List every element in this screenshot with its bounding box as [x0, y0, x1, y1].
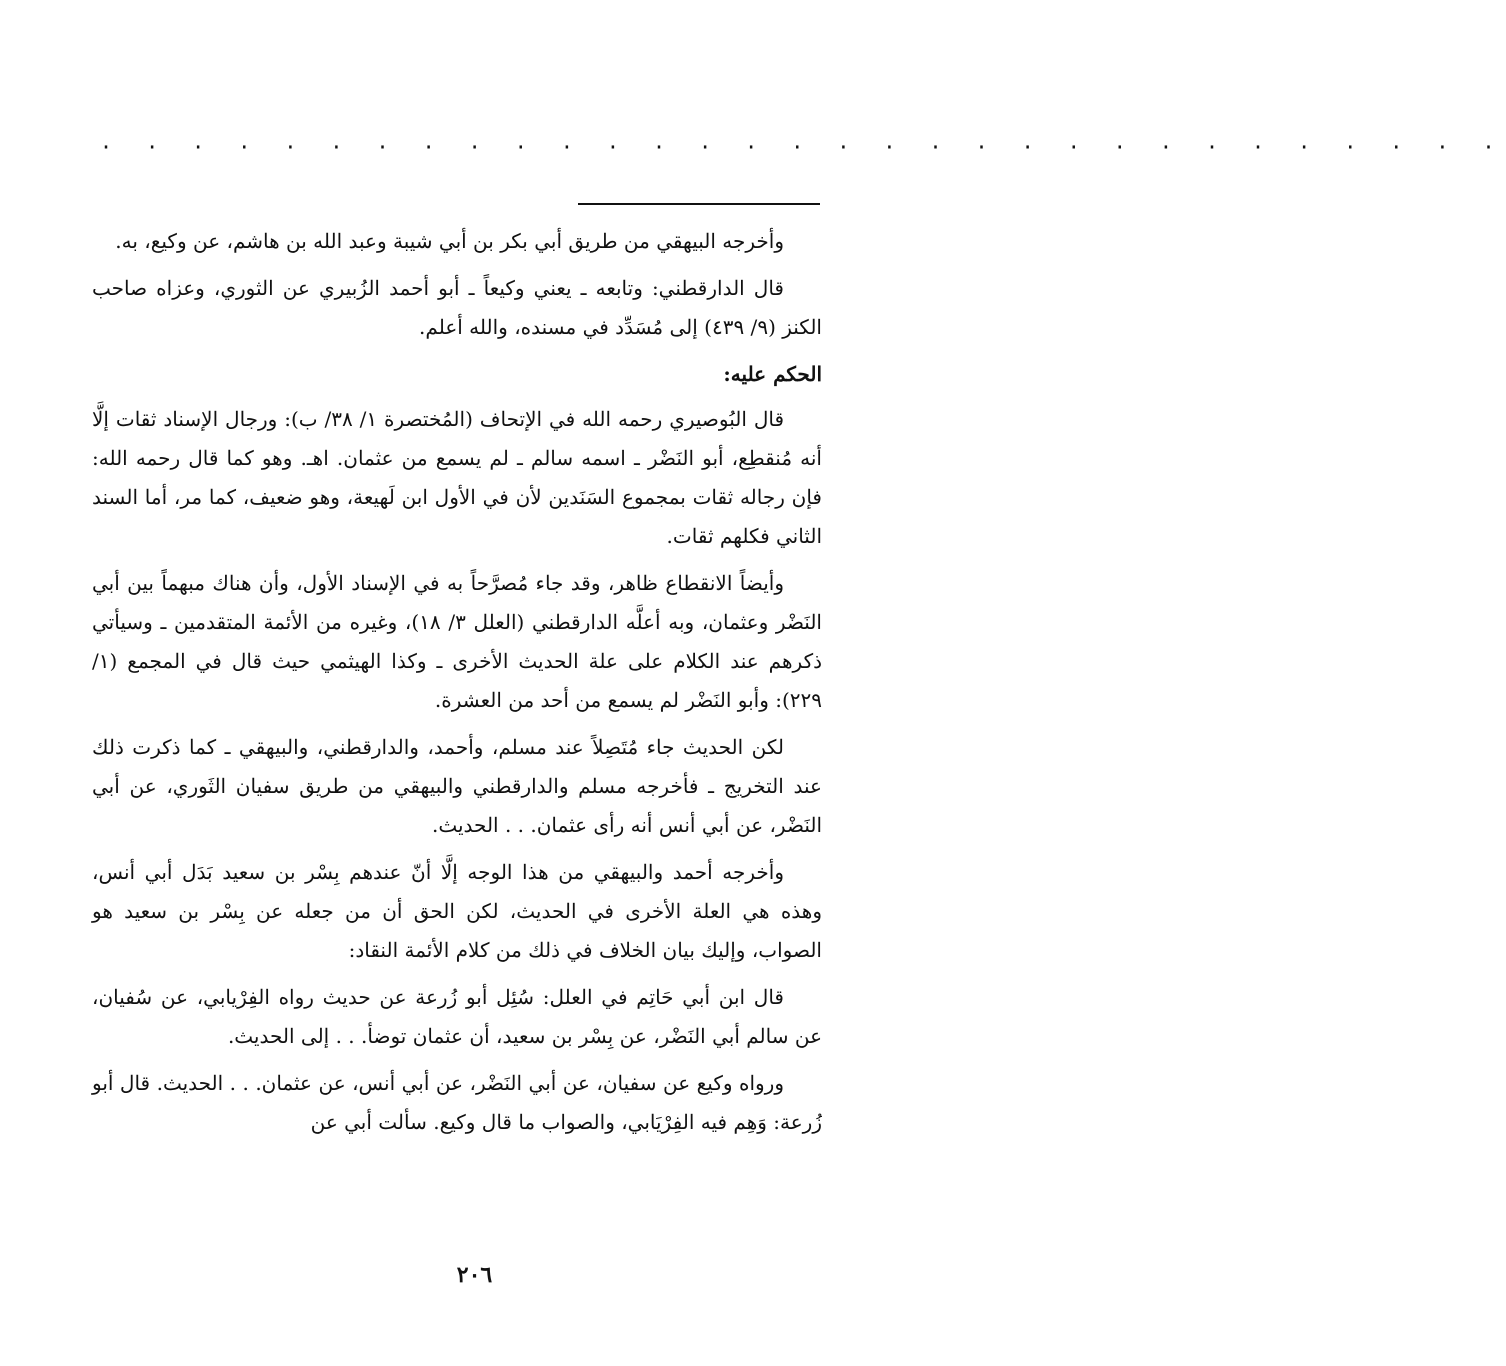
paragraph-4: وأيضاً الانقطاع ظاهر، وقد جاء مُصرَّحاً به في الإسناد الأول، وأن هناك مبهماً بين أبي النَضْر وعثمان، وبه أعلَّه الدارقطني (العلل ٣/ ١٨)، وغيره من الأئمة المتقدمين ـ وسيأتي ذكرهم عند الكلام على علة الحديث الأخرى ـ وكذا الهيثمي حيث قال في المجمع (١/ ٢٢٩): وأبو النَضْر لم يسمع من أحد من العشرة.	[92, 571, 822, 712]
paragraph-8: ورواه وكيع عن سفيان، عن أبي النَضْر، عن أبي أنس، عن عثمان. . . الحديث. قال أبو زُرعة: وَهِم فيه الفِرْيَابي، والصواب ما قال وكيع. سألت أبي عن	[92, 1071, 822, 1134]
dotted-separator: · · · · · · · · · · · · · · · · · · · · · · · · · · · · · · ·	[100, 135, 1506, 159]
page-number: ٢٠٦	[456, 1262, 493, 1288]
paragraph-7: قال ابن أبي حَاتِم في العلل: سُئِل أبو زُرعة عن حديث رواه الفِرْيابي، عن سُفيان، عن سالم أبي النَضْر، عن بِسْر بن سعيد، أن عثمان توضأ. . . إلى الحديث.	[92, 985, 822, 1048]
paragraph-3: قال البُوصيري رحمه الله في الإتحاف (المُختصرة ١/ ٣٨/ ب): ورجال الإسناد ثقات إلَّا أنه مُنقطِع، أبو النَضْر ـ اسمه سالم ـ لم يسمع من عثمان. اهـ. وهو كما قال رحمه الله: فإن رجاله ثقات بمجموع السَنَدين لأن في الأول ابن لَهيعة، وهو ضعيف، كما مر، أما السند الثاني فكلهم ثقات.	[92, 407, 822, 548]
paragraph-1: وأخرجه البيهقي من طريق أبي بكر بن أبي شيبة وعبد الله بن هاشم، عن وكيع، به.	[115, 229, 784, 253]
paragraph-6: وأخرجه أحمد والبيهقي من هذا الوجه إلَّا أنّ عندهم بِسْر بن سعيد بَدَل أبي أنس، وهذه هي العلة الأخرى في الحديث، لكن الحق أن من جعله عن بِسْر بن سعيد هو الصواب، وإليك بيان الخلاف في ذلك من كلام الأئمة النقاد:	[92, 860, 822, 962]
paragraph-5: لكن الحديث جاء مُتَصِلاً عند مسلم، وأحمد، والدارقطني، والبيهقي ـ كما ذكرت ذلك عند التخريج ـ فأخرجه مسلم والدارقطني والبيهقي من طريق سفيان الثَوري، عن أبي النَضْر، عن أبي أنس أنه رأى عثمان. . . الحديث.	[92, 735, 822, 837]
footnote-rule	[578, 203, 820, 205]
section-heading: الحكم عليه:	[723, 362, 822, 386]
body-text	[92, 222, 822, 1150]
paragraph-2: قال الدارقطني: وتابعه ـ يعني وكيعاً ـ أبو أحمد الزُبيري عن الثوري، وعزاه صاحب الكنز (٩/ ٤٣٩) إلى مُسَدِّد في مسنده، والله أعلم.	[92, 276, 822, 339]
